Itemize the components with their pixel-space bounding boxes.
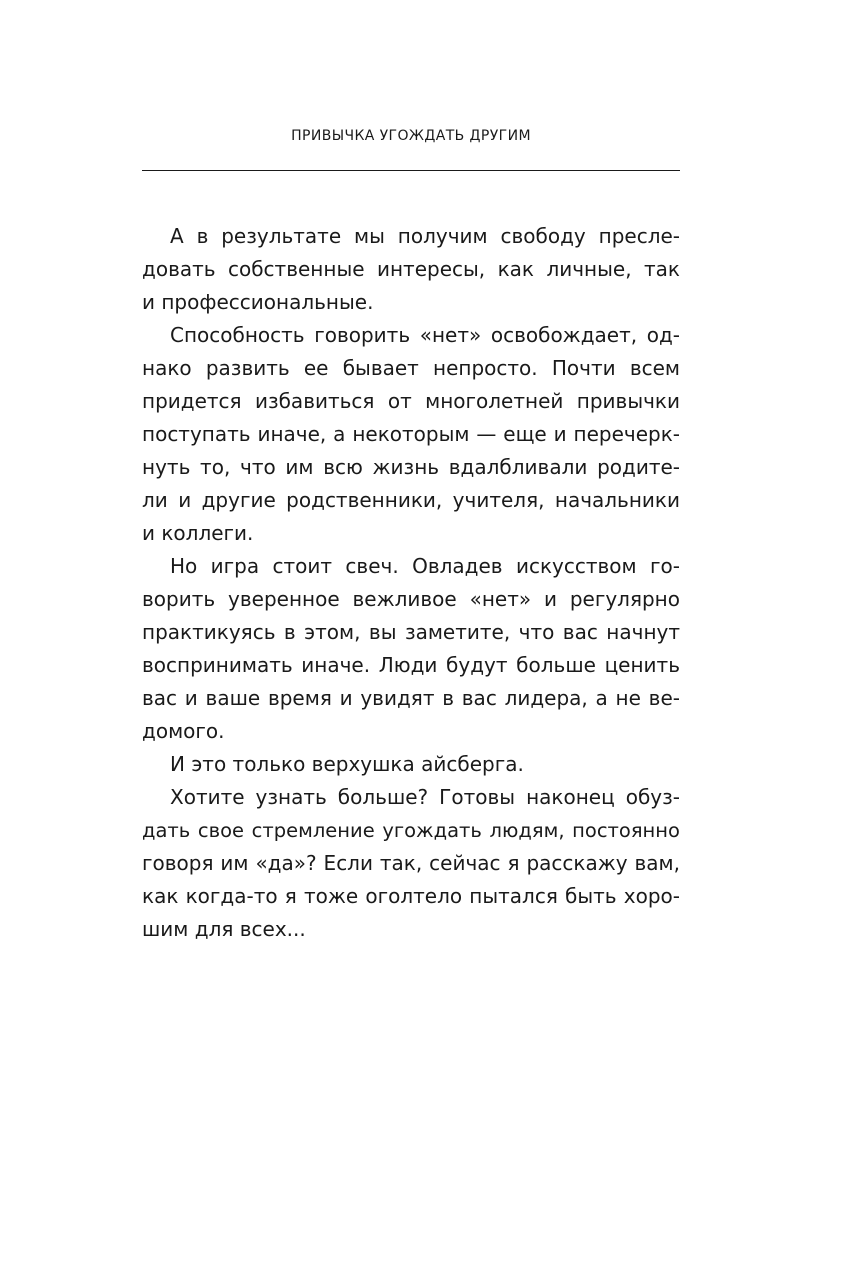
paragraph-5-line-5: шим для всех... bbox=[142, 917, 306, 941]
paragraph-1-line-1: А в результате мы получим свободу пресле- bbox=[170, 224, 680, 248]
paragraph-2-line-7: и коллеги. bbox=[142, 521, 254, 545]
paragraph-1-line-2: довать собственные интересы, как личные, так bbox=[142, 257, 680, 281]
paragraph-5-line-3: говоря им «да»? Если так, сейчас я расскажу вам, bbox=[142, 851, 680, 875]
paragraph-2-line-1: Способность говорить «нет» освобождает, од- bbox=[170, 323, 680, 347]
paragraph-1-line-3: и профессиональные. bbox=[142, 290, 374, 314]
paragraph-3-line-3: практикуясь в этом, вы заметите, что вас начнут bbox=[142, 620, 680, 644]
paragraph-2-line-5: нуть то, что им всю жизнь вдалбливали родите- bbox=[142, 455, 680, 479]
paragraph-5-line-1: Хотите узнать больше? Готовы наконец обуз- bbox=[170, 785, 680, 809]
paragraph-5-line-4: как когда-то я тоже оголтело пытался быть хоро- bbox=[142, 884, 680, 908]
paragraph-3-line-6: домого. bbox=[142, 719, 225, 743]
paragraph-5-line-2: дать свое стремление угождать людям, постоянно bbox=[142, 819, 680, 842]
running-header: ПРИВЫЧКА УГОЖДАТЬ ДРУГИМ bbox=[291, 128, 531, 144]
paragraph-2-line-4: поступать иначе, а некоторым — еще и перечерк- bbox=[142, 422, 680, 446]
paragraph-2-line-3: придется избавиться от многолетней привычки bbox=[142, 389, 680, 413]
paragraph-3-line-1: Но игра стоит свеч. Овладев искусством го- bbox=[170, 554, 680, 578]
paragraph-2-line-2: нако развить ее бывает непросто. Почти всем bbox=[142, 356, 680, 380]
paragraph-3-line-2: ворить уверенное вежливое «нет» и регулярно bbox=[142, 587, 680, 611]
header-divider bbox=[142, 170, 680, 171]
paragraph-3-line-5: вас и ваше время и увидят в вас лидера, а не ве- bbox=[142, 686, 680, 710]
paragraph-2-line-6: ли и другие родственники, учителя, начальники bbox=[142, 488, 680, 512]
paragraph-3-line-4: воспринимать иначе. Люди будут больше ценить bbox=[142, 653, 680, 677]
body-text bbox=[142, 220, 680, 946]
paragraph-4-line-1: И это только верхушка айсберга. bbox=[170, 752, 524, 776]
